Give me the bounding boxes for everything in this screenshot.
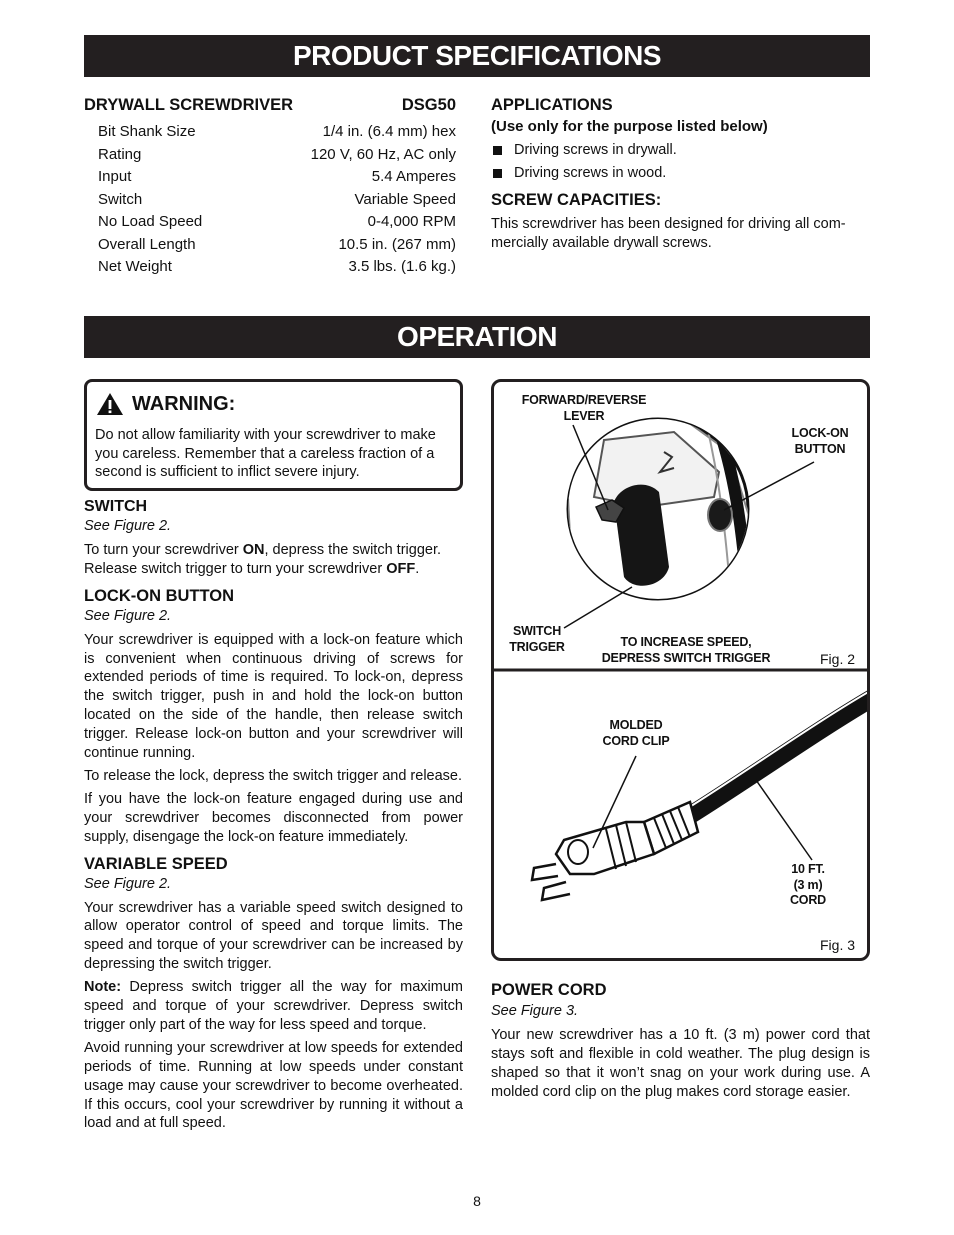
power-cord-see-figure: See Figure 3. bbox=[491, 1003, 579, 1019]
applications-heading: APPLICATIONS bbox=[491, 96, 613, 114]
warning-text: Do not allow familiarity with your screwdriver to make you careless. Remember that a careless fraction of a second is sufficient to inflict severe injury. bbox=[95, 427, 436, 480]
variable-speed-paragraph-3: Avoid running your screwdriver at low speeds for extended periods of time. Running at low speeds under constant usage may cause your screwdriver to become overheated. If this occurs, cool your screwdriver by running it without a load and at full speed. bbox=[84, 1039, 463, 1132]
spec-label: Net Weight bbox=[98, 258, 172, 275]
switch-text: To turn your screwdriver ON, depress the switch trigger. Release switch trigger to turn your screwdriver OFF. bbox=[84, 541, 441, 577]
spec-value: 120 V, 60 Hz, AC only bbox=[310, 145, 456, 163]
label-increase-speed: TO INCREASE SPEED, DEPRESS SWITCH TRIGGER bbox=[601, 635, 771, 665]
screw-capacities-heading: SCREW CAPACITIES: bbox=[491, 191, 662, 209]
variable-speed-paragraph-1: Your screwdriver has a variable speed switch designed to allow operator control of speed and torque limits. The speed and torque of your screwdriver can be increased by depressing the switch trigger. bbox=[84, 899, 463, 973]
label-lock-on-button: LOCK-ON BUTTON bbox=[791, 426, 849, 456]
product-name: DRYWALL SCREWDRIVER bbox=[84, 96, 294, 114]
spec-label: Rating bbox=[98, 145, 142, 163]
spec-value: 1/4 in. (6.4 mm) hex bbox=[322, 123, 456, 140]
operation-left-column bbox=[84, 498, 463, 1137]
variable-speed-note: Note: Depress switch trigger all the way for maximum speed and torque of your screwdriver. Depress switch trigger only part of the way for less speed and torque. bbox=[84, 979, 463, 1033]
spec-value: 3.5 lbs. (1.6 kg.) bbox=[348, 258, 456, 275]
spec-value: 0-4,000 RPM bbox=[367, 213, 456, 230]
screw-capacities-text: This screwdriver has been designed for driving all com-mercially available drywall screws. bbox=[491, 216, 846, 251]
spec-label: Overall Length bbox=[98, 235, 196, 253]
spec-value: 10.5 in. (267 mm) bbox=[338, 235, 456, 253]
label-switch-trigger: SWITCH TRIGGER bbox=[509, 624, 565, 654]
spec-label: Input bbox=[98, 168, 132, 185]
label-forward-reverse-lever: FORWARD/REVERSE LEVER bbox=[521, 393, 647, 423]
bullet-square-icon bbox=[493, 169, 502, 178]
spec-heading bbox=[84, 96, 456, 115]
power-cord-heading: POWER CORD bbox=[491, 981, 607, 999]
spec-label: No Load Speed bbox=[98, 213, 203, 230]
spec-row bbox=[98, 234, 456, 257]
figure-2-number: Fig. 2 bbox=[820, 651, 856, 667]
operation-banner: OPERATION bbox=[84, 316, 870, 358]
model-number: DSG50 bbox=[401, 96, 456, 114]
applications-subheading: (Use only for the purpose listed below) bbox=[491, 118, 768, 135]
power-cord-text: Your new screwdriver has a 10 ft. (3 m) power cord that stays soft and flexible in cold weather. The plug design is shaped so that it won’t snag on your work during use. A molded cord clip on the plug makes cord storage easier. bbox=[491, 1026, 870, 1100]
specifications-banner: PRODUCT SPECIFICATIONS bbox=[84, 35, 870, 77]
applications-section bbox=[491, 96, 870, 253]
spec-row bbox=[98, 211, 456, 234]
spec-label: Switch bbox=[98, 190, 143, 208]
warning-title: WARNING: bbox=[132, 392, 236, 415]
label-cord-length: 10 FT. (3 m) CORD bbox=[789, 862, 826, 907]
list-item: Driving screws in drywall. bbox=[491, 139, 870, 162]
spec-label: Bit Shank Size bbox=[98, 123, 196, 140]
page-number: 8 bbox=[473, 1193, 481, 1209]
figure-3-number: Fig. 3 bbox=[820, 937, 856, 953]
lock-on-paragraph-3: If you have the lock-on feature engaged during use and your screwdriver becomes disconnected from power supply, disengage the lock-on feature immediately. bbox=[84, 790, 463, 845]
warning-box bbox=[84, 379, 463, 491]
spec-row bbox=[98, 166, 456, 189]
spec-row bbox=[98, 121, 456, 144]
switch-see-figure: See Figure 2. bbox=[84, 518, 172, 534]
warning-triangle-icon bbox=[96, 392, 124, 416]
spec-value: Variable Speed bbox=[354, 190, 456, 208]
figure-box bbox=[491, 379, 870, 961]
switch-heading: SWITCH bbox=[84, 498, 148, 515]
bullet-square-icon bbox=[493, 146, 502, 155]
lock-on-paragraph-2: To release the lock, depress the switch trigger and release. bbox=[84, 767, 463, 784]
variable-speed-heading: VARIABLE SPEED bbox=[84, 854, 228, 873]
lock-on-see-figure: See Figure 2. bbox=[84, 607, 172, 624]
spec-value: 5.4 Amperes bbox=[371, 168, 456, 185]
lock-on-heading: LOCK-ON BUTTON bbox=[84, 586, 235, 605]
lock-on-paragraph-1: Your screwdriver is equipped with a lock-on feature which is convenient when continuous driving of screws for extended periods of time is required. To lock-on, depress the switch trigger, push in and hold the lock-on button located on the side of the handle, then release switch trigger. Release lock-on button and your screwdriver will continue running. bbox=[84, 631, 463, 762]
spec-table bbox=[98, 121, 456, 279]
list-item: Driving screws in wood. bbox=[491, 162, 870, 185]
variable-speed-see-figure: See Figure 2. bbox=[84, 875, 172, 892]
label-molded-cord-clip: MOLDED CORD CLIP bbox=[602, 718, 670, 748]
power-cord-section bbox=[491, 981, 870, 1106]
spec-row bbox=[98, 256, 456, 279]
spec-row bbox=[98, 189, 456, 212]
spec-row bbox=[98, 144, 456, 167]
